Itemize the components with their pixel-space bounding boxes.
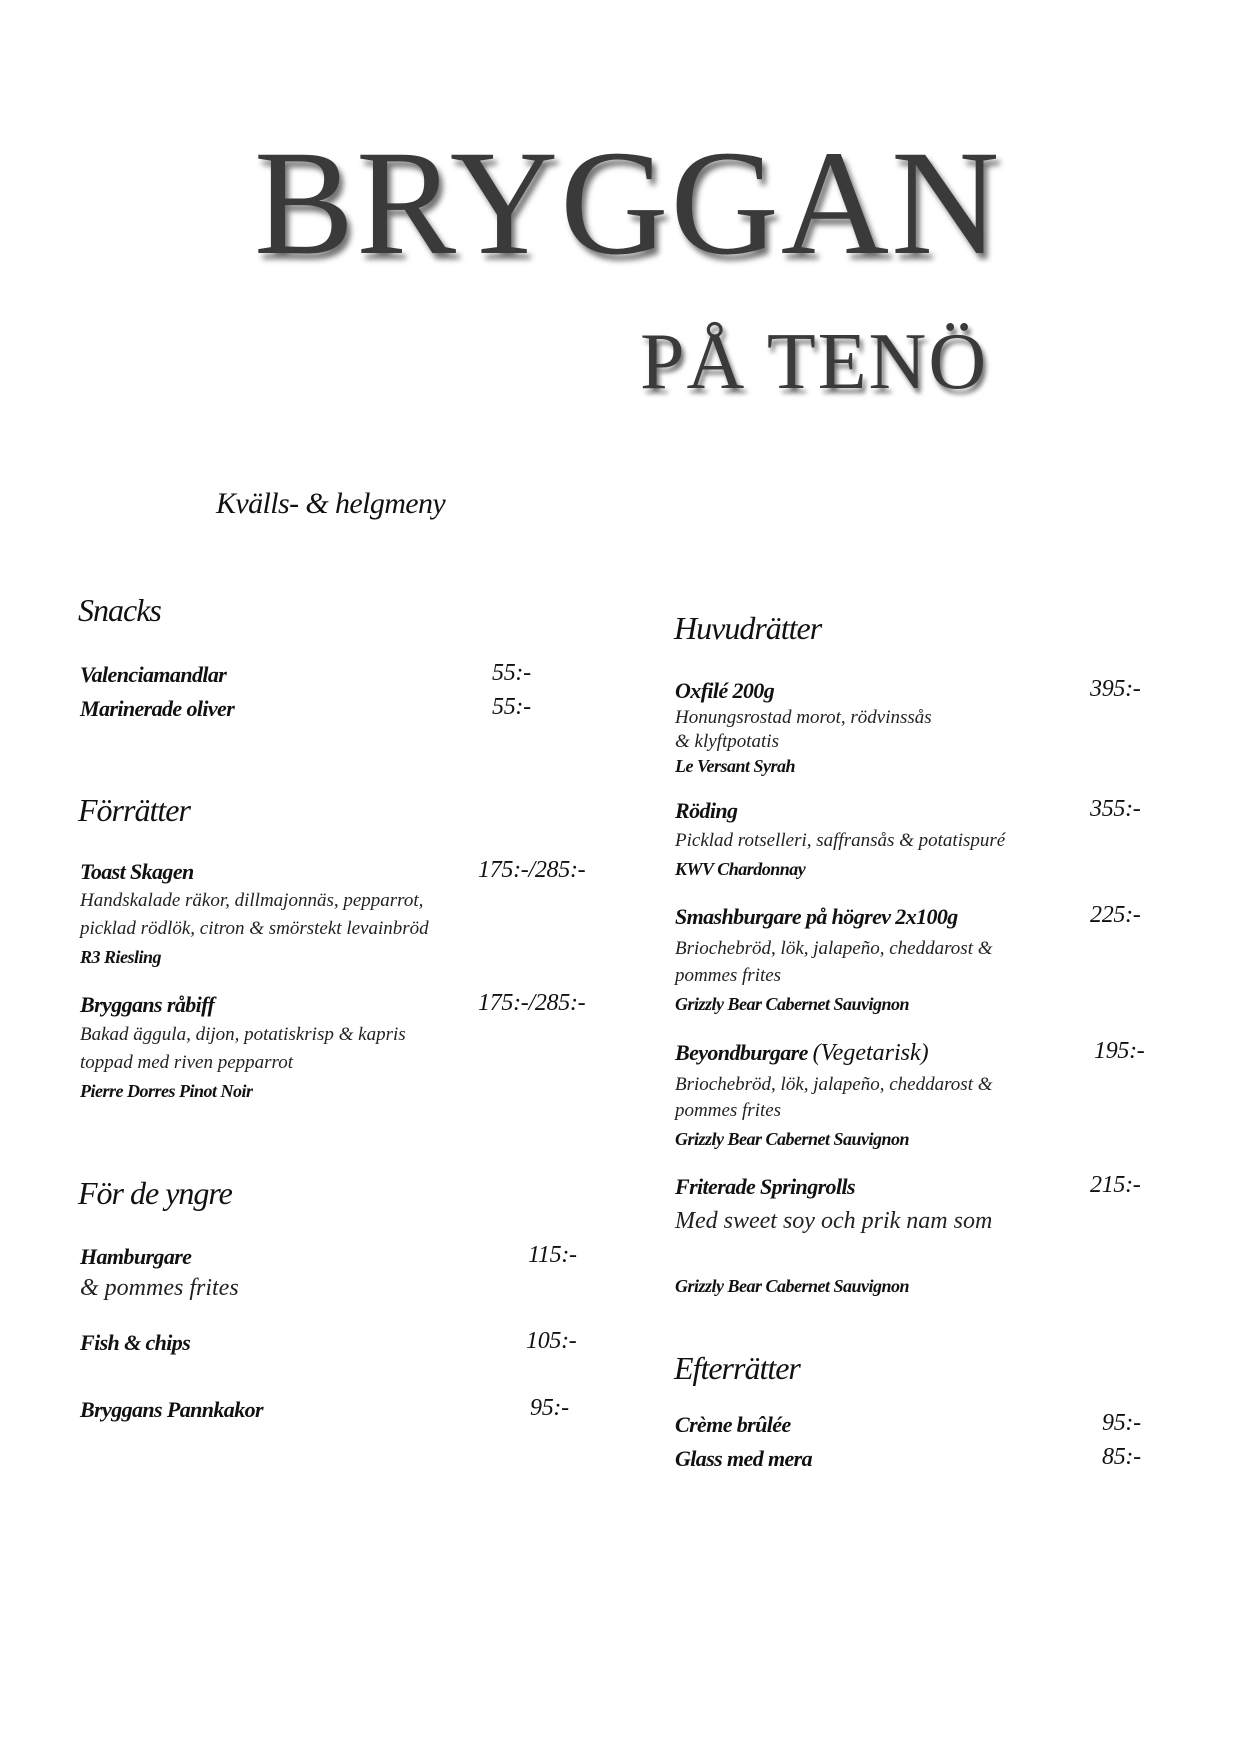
wine-pairing: KWV Chardonnay	[675, 859, 806, 879]
section-title-forratter: Förrätter	[78, 792, 190, 828]
menu-item-description: Handskalade räkor, dillmajonnäs, pepparrot,	[80, 890, 424, 911]
menu-item-price: 355:-	[1090, 796, 1141, 822]
menu-item-name: Oxfilé 200g	[675, 678, 775, 703]
menu-item-price: 395:-	[1090, 676, 1141, 702]
menu-item-name: Hamburgare	[80, 1244, 192, 1269]
menu-item-name: Bryggans Pannkakor	[80, 1397, 263, 1422]
menu-item-description: Briochebröd, lök, jalapeño, cheddarost &	[675, 938, 993, 959]
menu-item-price: 95:-	[530, 1395, 569, 1421]
menu-item-name: Bryggans råbiff	[80, 992, 215, 1017]
menu-item-description: pommes frites	[675, 1100, 782, 1121]
menu-item-description: & klyftpotatis	[675, 731, 779, 752]
menu-item-description: & pommes frites	[80, 1275, 239, 1301]
menu-item-price: 225:-	[1090, 902, 1141, 928]
menu-item-price: 55:-	[492, 660, 531, 686]
restaurant-logo	[0, 0, 1240, 430]
menu-item-name: Toast Skagen	[80, 859, 194, 884]
menu-item-name: Glass med mera	[675, 1446, 813, 1471]
menu-item-description: Briochebröd, lök, jalapeño, cheddarost &	[675, 1074, 993, 1095]
vegetarian-note: (Vegetarisk)	[812, 1040, 929, 1066]
menu-item-price: 105:-	[526, 1328, 577, 1354]
menu-item-price: 175:-/285:-	[478, 857, 586, 883]
wine-pairing: R3 Riesling	[80, 947, 162, 967]
menu-item-description: Bakad äggula, dijon, potatiskrisp & kapris	[80, 1024, 406, 1045]
wine-pairing: Grizzly Bear Cabernet Sauvignon	[675, 994, 910, 1014]
menu-item-name: Crème brûlée	[675, 1412, 791, 1437]
section-title-huvudratter: Huvudrätter	[674, 610, 822, 646]
menu-item-name: Röding	[675, 798, 738, 823]
menu-item-price: 85:-	[1102, 1444, 1141, 1470]
menu-item-price: 215:-	[1090, 1172, 1141, 1198]
logo-subtitle: PÅ TENÖ	[640, 318, 989, 406]
menu-item-description: toppad med riven pepparrot	[80, 1052, 294, 1073]
menu-item-name-text: Beyondburgare	[675, 1040, 808, 1065]
section-title-snacks: Snacks	[78, 592, 161, 628]
section-title-kids: För de yngre	[78, 1175, 232, 1211]
menu-item-description: Honungsrostad morot, rödvinssås	[675, 707, 932, 728]
menu-item-name: Smashburgare på högrev 2x100g	[675, 904, 958, 929]
menu-item-price: 115:-	[528, 1242, 577, 1268]
menu-item-price: 55:-	[492, 694, 531, 720]
menu-item-name: Marinerade oliver	[80, 696, 235, 721]
menu-item-price: 175:-/285:-	[478, 990, 586, 1016]
menu-item-description: Picklad rotselleri, saffransås & potatispuré	[675, 830, 1006, 851]
wine-pairing: Le Versant Syrah	[675, 756, 796, 776]
menu-item-price: 95:-	[1102, 1410, 1141, 1436]
logo-title: BRYGGAN	[254, 120, 1002, 286]
menu-item-name: Valenciamandlar	[80, 662, 227, 687]
menu-item-description: pommes frites	[675, 965, 782, 986]
menu-item-description: picklad rödlök, citron & smörstekt levainbröd	[80, 918, 429, 939]
menu-item-name: Fish & chips	[80, 1330, 191, 1355]
menu-item-name: Friterade Springrolls	[675, 1174, 855, 1199]
menu-subtitle: Kvälls- & helgmeny	[216, 487, 446, 520]
menu-item-name	[675, 1040, 929, 1067]
section-title-efterratter: Efterrätter	[674, 1350, 800, 1386]
wine-pairing: Grizzly Bear Cabernet Sauvignon	[675, 1276, 910, 1296]
menu-item-price: 195:-	[1094, 1038, 1145, 1064]
wine-pairing: Grizzly Bear Cabernet Sauvignon	[675, 1129, 910, 1149]
wine-pairing: Pierre Dorres Pinot Noir	[80, 1081, 253, 1101]
menu-item-description: Med sweet soy och prik nam som	[675, 1208, 993, 1234]
